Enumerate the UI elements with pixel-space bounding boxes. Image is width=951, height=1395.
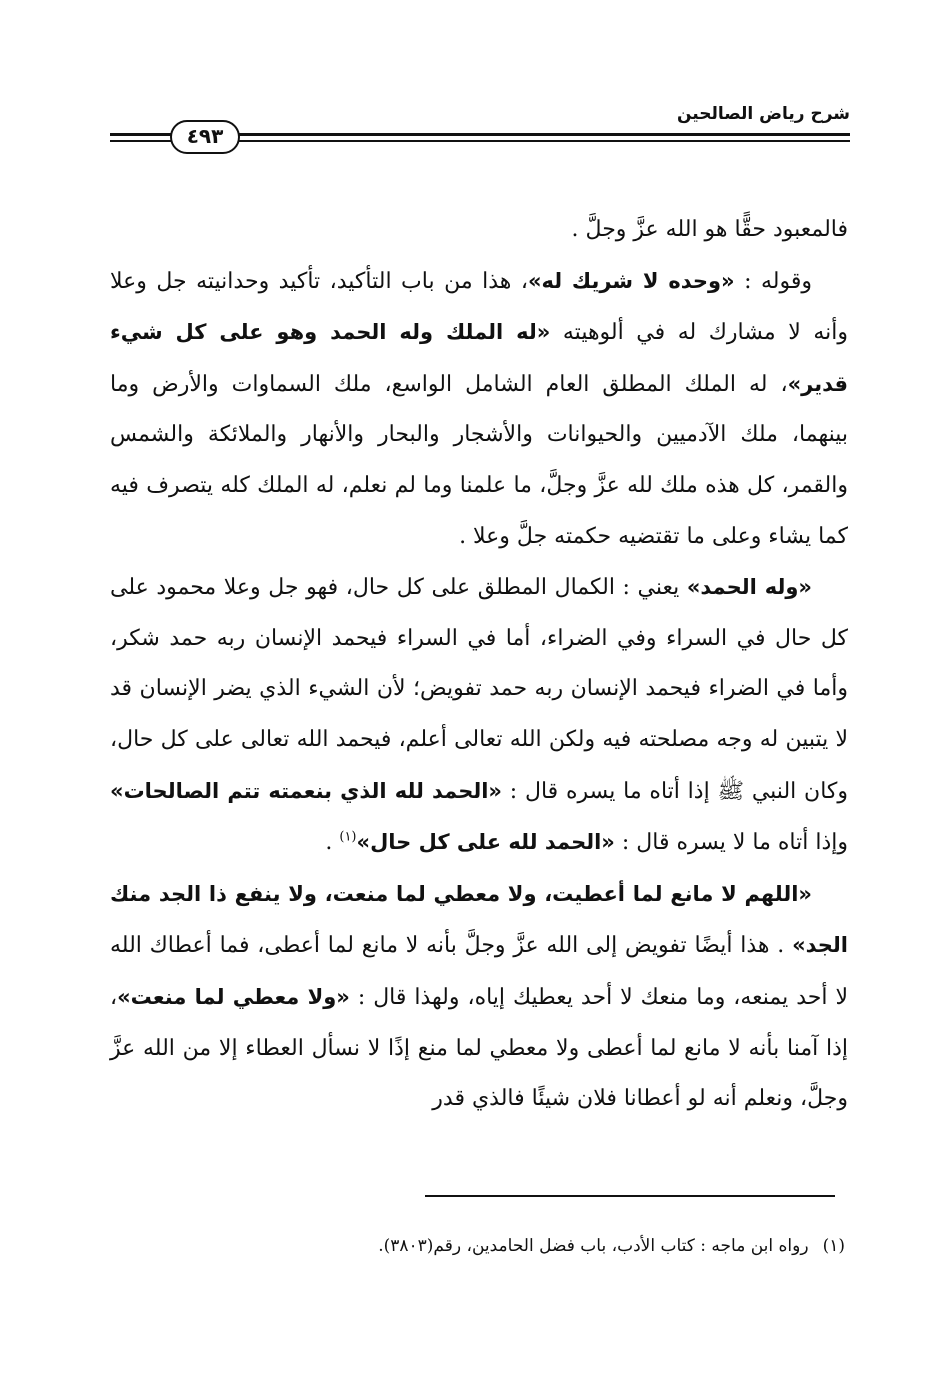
paragraph-3: «وله الحمد» يعني : الكمال المطلق على كل حال، فهو جل وعلا محمود على كل حال في السراء وفي الضراء، أما في السراء فيحمد الإنسان ربه حمد شكر، وأما في الضراء فيحمد الإنسان ربه حمد تفويض؛ لأن الشيء الذي يضر الإنسان قد لا يتبين له وجه مصلحته فيه ولكن الله تعالى أعلم، فيحمد الله تعالى على كل حال، وكان النبي ﷺ إذا أتاه ما يسره قال : «الحمد لله الذي بنعمته تتم الصالحات» وإذا أتاه ما لا يسره قال : «الحمد لله على كل حال»$^{(١)}$ . [110, 575, 848, 856]
footnote-reference: (١) [339, 829, 357, 845]
paragraph-2: وقوله : «وحده لا شريك له»، هذا من باب التأكيد، تأكيد وحدانيته جل وعلا وأنه لا مشارك له في ألوهيته «له الملك وله الحمد وهو على كل شيء قدير»، له الملك المطلق العام الشامل الواسع، ملك السماوات والأرض وما بينهما، ملك الآدميين والحيوانات والأشجار والبحار والأنهار والملائكة والشمس والقمر، كل هذه ملك لله عزَّ وجلَّ، ما علمنا وما لم نعلم، له الملك كله يتصرف فيه كما يشاء وعلى ما تقتضيه حكمته جلَّ وعلا . [110, 268, 848, 549]
footnote-mark: (١) [822, 1236, 845, 1256]
quote-wahdahu: «وحده لا شريك له» [527, 268, 735, 293]
footnote [110, 1232, 845, 1260]
paragraph-4: «اللهم لا مانع لما أعطيت، ولا معطي لما منعت، ولا ينفع ذا الجد منك الجد» . هذا أيضًا تفويض إلى الله عزَّ وجلَّ بأنه لا مانع لما أعطى، فما أعطاك الله لا أحد يمنعه، وما منعك لا أحد يعطيك إياه، ولهذا قال : «ولا معطي لما منعت»، إذا آمنا بأنه لا مانع لما أعطى ولا معطي لما منع إذًا لا نسأل العطاء إلا من الله عزَّ وجلَّ، ونعلم أنه لو أعطانا فلان شيئًا فالذي قدر [110, 881, 849, 1112]
quote-walahu-alhamd: «وله الحمد» [686, 575, 813, 600]
page-number: ٤٩٣ [170, 120, 240, 154]
footnote-separator [425, 1195, 835, 1197]
page-header [110, 100, 850, 160]
quote-lahu-almulk: «له الملك وله الحمد وهو على كل شيء قدير» [110, 320, 848, 396]
quote-wala-muti: «ولا معطي لما منعت» [117, 984, 350, 1009]
quote-allahumma: «اللهم لا مانع لما أعطيت، ولا معطي لما منعت، ولا ينفع ذا الجد منك الجد» [110, 881, 848, 958]
main-text [110, 205, 848, 1125]
running-title: شرح رياض الصالحين [676, 104, 850, 124]
quote-hadith-salihat: «الحمد لله الذي بنعمته تتم الصالحات» [110, 778, 502, 803]
footnote-text: رواه ابن ماجه : كتاب الأدب، باب فضل الحامدين، رقم(٣٨٠٣). [378, 1236, 809, 1256]
paragraph-1: فالمعبود حقًّا هو الله عزَّ وجلَّ . [571, 217, 848, 242]
quote-hadith-kulli-hal: «الحمد لله على كل حال» [356, 830, 615, 855]
